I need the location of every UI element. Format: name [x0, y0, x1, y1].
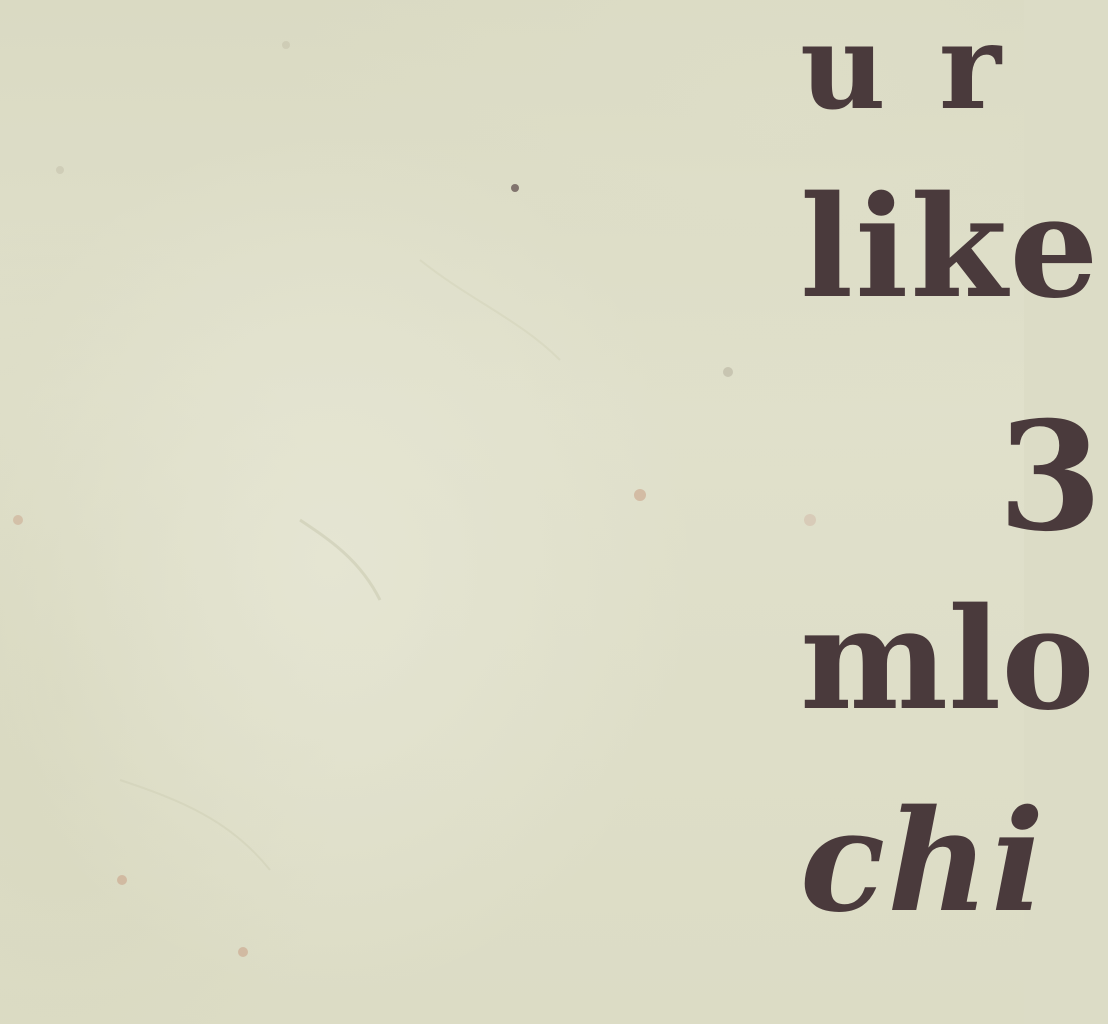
text-line-4: mlo	[800, 578, 1095, 742]
text-line-1: u r	[800, 0, 1008, 136]
text-line-2: like	[800, 166, 1101, 330]
text-line-5: chi	[800, 780, 1047, 944]
text-line-3: 3	[998, 389, 1108, 565]
